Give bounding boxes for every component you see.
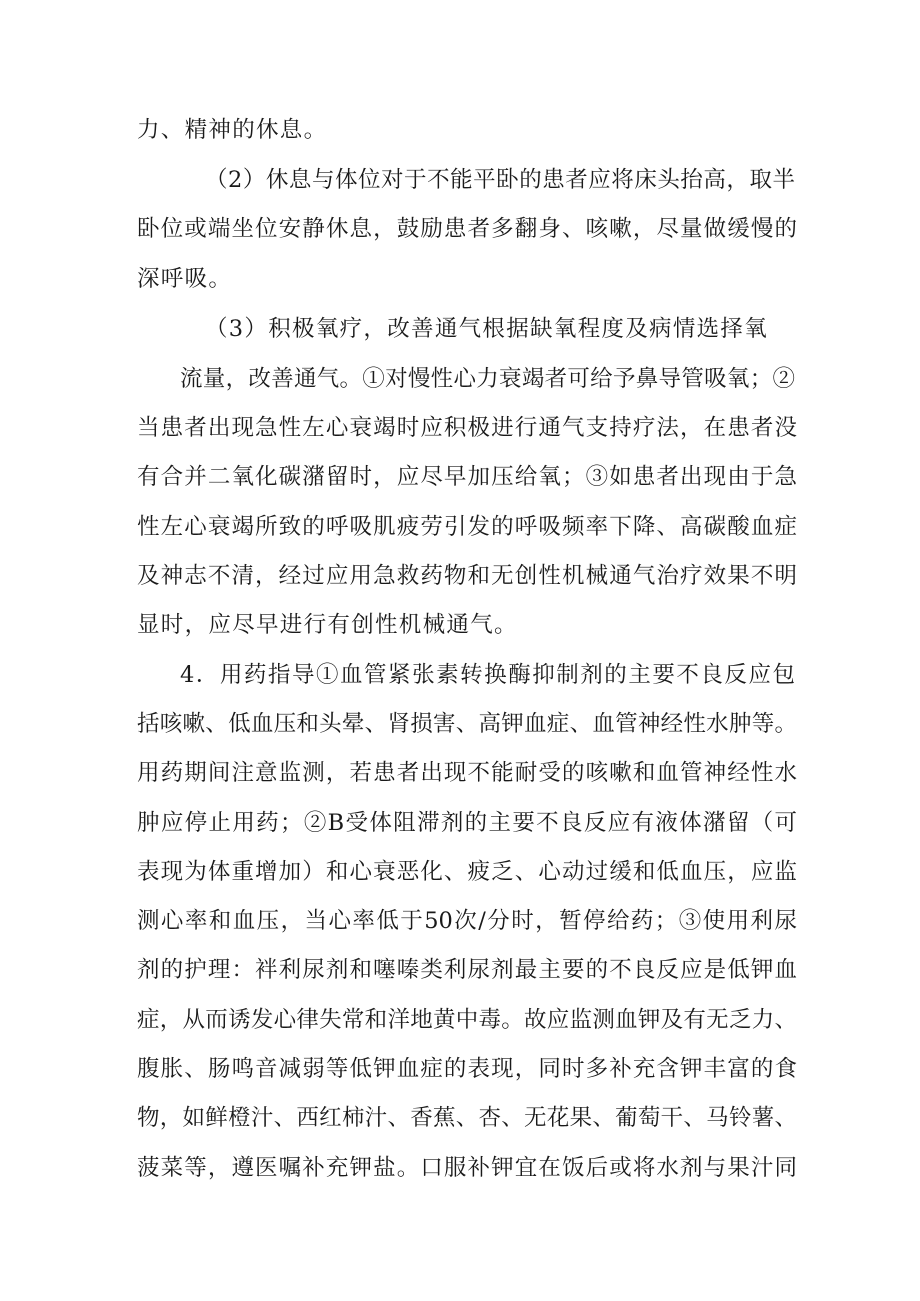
text-line-14: 用药期间注意监测，若患者出现不能耐受的咳嗽和血管神经性水 <box>137 760 797 786</box>
text-line-7: 当患者出现急性左心衰竭时应积极进行通气支持疗法，在患者没 <box>137 415 797 441</box>
text-line-4: 深呼吸。 <box>137 266 233 292</box>
text-line-16: 表现为体重增加）和心衰恶化、疲乏、心动过缓和低血压，应监 <box>137 859 797 885</box>
text-line-6: 流量，改善通气。①对慢性心力衰竭者可给予鼻导管吸氧；② <box>180 366 795 392</box>
text-line-21: 物，如鲜橙汁、西红柿汁、香蕉、杏、无花果、葡萄干、马铃薯、 <box>137 1105 797 1131</box>
text-line-2: （2）休息与体位对于不能平卧的患者应将床头抬高，取半 <box>205 167 795 193</box>
text-line-3: 卧位或端坐位安静休息，鼓励患者多翻身、咳嗽，尽量做缓慢的 <box>137 216 797 242</box>
text-line-18: 剂的护理：袢利尿剂和噻嗪类利尿剂最主要的不良反应是低钾血 <box>137 957 797 983</box>
text-line-19: 症，从而诱发心律失常和洋地黄中毒。故应监测血钾及有无乏力、 <box>137 1007 797 1033</box>
text-line-1: 力、精神的休息。 <box>137 117 328 143</box>
text-line-22: 菠菜等，遵医嘱补充钾盐。口服补钾宜在饭后或将水剂与果汁同 <box>137 1155 797 1181</box>
text-line-11: 显时，应尽早进行有创性机械通气。 <box>137 612 518 638</box>
text-line-15: 肿应停止用药；②B受体阻滞剂的主要不良反应有液体潴留（可 <box>137 810 797 836</box>
text-line-5: （3）积极氧疗，改善通气根据缺氧程度及病情选择氧 <box>205 316 769 342</box>
text-line-13: 括咳嗽、低血压和头晕、肾损害、高钾血症、血管神经性水肿等。 <box>137 711 797 737</box>
text-line-10: 及神志不清，经过应用急救药物和无创性机械通气治疗效果不明 <box>137 563 797 589</box>
text-line-8: 有合并二氧化碳潴留时，应尽早加压给氧；③如患者出现由于急 <box>137 464 797 490</box>
text-line-9: 性左心衰竭所致的呼吸肌疲劳引发的呼吸频率下降、高碳酸血症 <box>137 514 797 540</box>
text-line-17: 测心率和血压，当心率低于50次/分时，暂停给药；③使用利尿 <box>137 908 797 934</box>
text-line-12: 4．用药指导①血管紧张素转换酶抑制剂的主要不良反应包 <box>180 662 795 688</box>
text-line-20: 腹胀、肠鸣音减弱等低钾血症的表现，同时多补充含钾丰富的食 <box>137 1056 797 1082</box>
